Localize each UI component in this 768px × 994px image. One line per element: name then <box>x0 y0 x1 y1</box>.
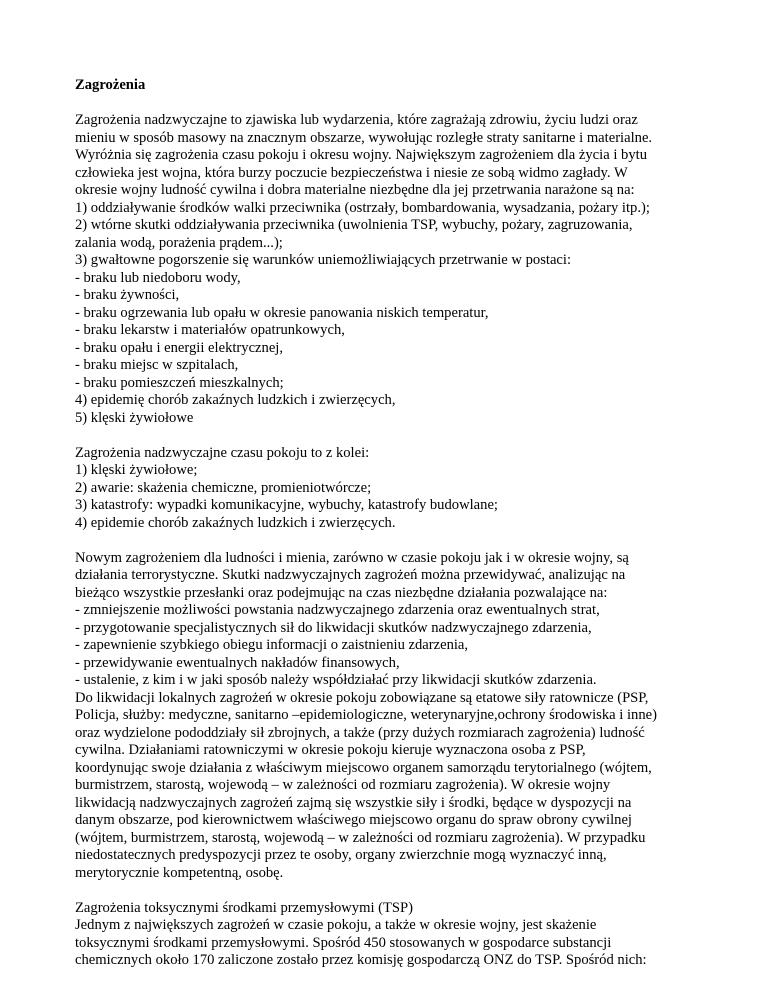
paragraph <box>75 900 725 970</box>
text-line: - braku żywności, <box>75 287 180 303</box>
text-line: Wyróżnia się zagrożenia czasu pokoju i okresu wojny. Największym zagrożeniem dla życia i bytu <box>75 147 647 163</box>
text-line: - braku miejsc w szpitalach, <box>75 357 239 373</box>
text-line: cywilna. Działaniami ratowniczymi w okresie pokoju kieruje wyznaczona osoba z PSP, <box>75 742 586 758</box>
text-line: 2) wtórne skutki oddziaływania przeciwnika (uwolnienia TSP, wybuchy, pożary, zagruzowania, <box>75 217 633 233</box>
text-line: bieżąco wszystkie przesłanki oraz podejmując na czas niezbędne działania pozwalające na: <box>75 584 608 601</box>
text-line: koordynując swoje działania z właściwym miejscowo organem samorządu terytorialnego (wójtem, <box>75 759 652 776</box>
paragraph <box>75 112 725 427</box>
text-line: - przygotowanie specjalistycznych sił do likwidacji skutków nadzwyczajnego zdarzenia, <box>75 619 592 636</box>
text-line: toksycznymi środkami przemysłowymi. Spośród 450 stosowanych w gospodarce substancji <box>75 934 612 951</box>
text-line: - przewidywanie ewentualnych nakładów finansowych, <box>75 654 400 671</box>
document-page <box>75 77 725 970</box>
text-line: okresie wojny ludność cywilna i dobra materialne niezbędne dla jej przetrwania narażone są na: <box>75 182 635 198</box>
text-line: - zapewnienie szybkiego obiegu informacji o zaistnieniu zdarzenia, <box>75 637 469 653</box>
text-line: - braku ogrzewania lub opału w okresie panowania niskich temperatur, <box>75 304 489 321</box>
text-line: (wójtem, burmistrzem, starostą, wojewodą – w zależności od rozmiaru zagrożenia). W przypadku <box>75 829 646 846</box>
text-line: oraz wydzielone pododdziały sił zbrojnych, a także (przy dużych rozmiarach zagrożenia) ludność <box>75 724 645 741</box>
text-line: Do likwidacji lokalnych zagrożeń w okresie pokoju zobowiązane są etatowe siły ratownicze (PSP, <box>75 689 649 706</box>
text-line: - ustalenie, z kim i w jaki sposób należy współdziałać przy likwidacji skutków zdarzenia. <box>75 672 597 688</box>
text-line: 2) awarie: skażenia chemiczne, promieniotwórcze; <box>75 479 372 496</box>
text-line: 3) katastrofy: wypadki komunikacyjne, wybuchy, katastrofy budowlane; <box>75 497 498 513</box>
text-line: burmistrzem, starostą, wojewodą – w zależności od rozmiaru zagrożenia). W okresie wojny <box>75 777 611 793</box>
text-line: likwidacją nadzwyczajnych zagrożeń zajmą się wszystkie siły i środki, będące w dyspozycji na <box>75 794 632 811</box>
text-line: 1) oddziaływanie środków walki przeciwnika (ostrzały, bombardowania, wysadzania, pożary itp.); <box>75 199 650 216</box>
text-line: 4) epidemie chorób zakaźnych ludzkich i zwierzęcych. <box>75 514 396 531</box>
paragraph <box>75 445 725 533</box>
text-line: zalania wodą, porażenia prądem...); <box>75 234 283 251</box>
text-line: - braku opału i energii elektrycznej, <box>75 339 284 356</box>
paragraph <box>75 550 725 883</box>
text-line: 1) klęski żywiołowe; <box>75 462 198 478</box>
text-line: mieniu w sposób masowy na znacznym obszarze, wywołując rozległe straty sanitarne i materialne. <box>75 129 653 146</box>
text-line: - braku lekarstw i materiałów opatrunkowych, <box>75 322 345 338</box>
text-line: 4) epidemię chorób zakaźnych ludzkich i zwierzęcych, <box>75 392 396 408</box>
document-body <box>75 112 725 970</box>
text-line: Zagrożenia toksycznymi środkami przemysłowymi (TSP) <box>75 899 414 916</box>
document-title: Zagrożenia <box>75 77 146 93</box>
text-line: Policja, służby: medyczne, sanitarno –epidemiologiczne, weterynaryjne,ochrony środowiska i inne) <box>75 707 657 723</box>
text-line: danym obszarze, pod kierownictwem właściwego miejscowo organu do spraw obrony cywilnej <box>75 812 632 828</box>
text-line: 5) klęski żywiołowe <box>75 409 194 426</box>
text-line: 3) gwałtowne pogorszenie się warunków uniemożliwiających przetrwanie w postaci: <box>75 252 572 268</box>
text-line: Zagrożenia nadzwyczajne czasu pokoju to z kolei: <box>75 444 370 461</box>
text-line: człowieka jest wojna, która burzy poczucie bezpieczeństwa i niesie ze sobą widmo zagłady. W <box>75 164 628 181</box>
text-line: - zmniejszenie możliwości powstania nadzwyczajnego zdarzenia oraz ewentualnych strat, <box>75 602 600 618</box>
text-line: Jednym z największych zagrożeń w czasie pokoju, a także w okresie wojny, jest skażenie <box>75 917 597 933</box>
text-line: niedostatecznych predyspozycji przez te osoby, organy zwierzchnie mogą wyznaczyć inną, <box>75 847 607 863</box>
text-line: - braku lub niedoboru wody, <box>75 269 241 286</box>
text-line: działania terrorystyczne. Skutki nadzwyczajnych zagrożeń można przewidywać, analizując na <box>75 567 626 583</box>
text-line: merytorycznie kompetentną, osobę. <box>75 864 284 881</box>
text-line: chemicznych około 170 zaliczone zostało przez komisję gospodarczą ONZ do TSP. Spośród nich: <box>75 952 647 968</box>
text-line: Zagrożenia nadzwyczajne to zjawiska lub wydarzenia, które zagrażają zdrowiu, życiu ludzi oraz <box>75 112 638 128</box>
text-line: - braku pomieszczeń mieszkalnych; <box>75 374 284 391</box>
text-line: Nowym zagrożeniem dla ludności i mienia, zarówno w czasie pokoju jak i w okresie wojny, są <box>75 549 629 566</box>
